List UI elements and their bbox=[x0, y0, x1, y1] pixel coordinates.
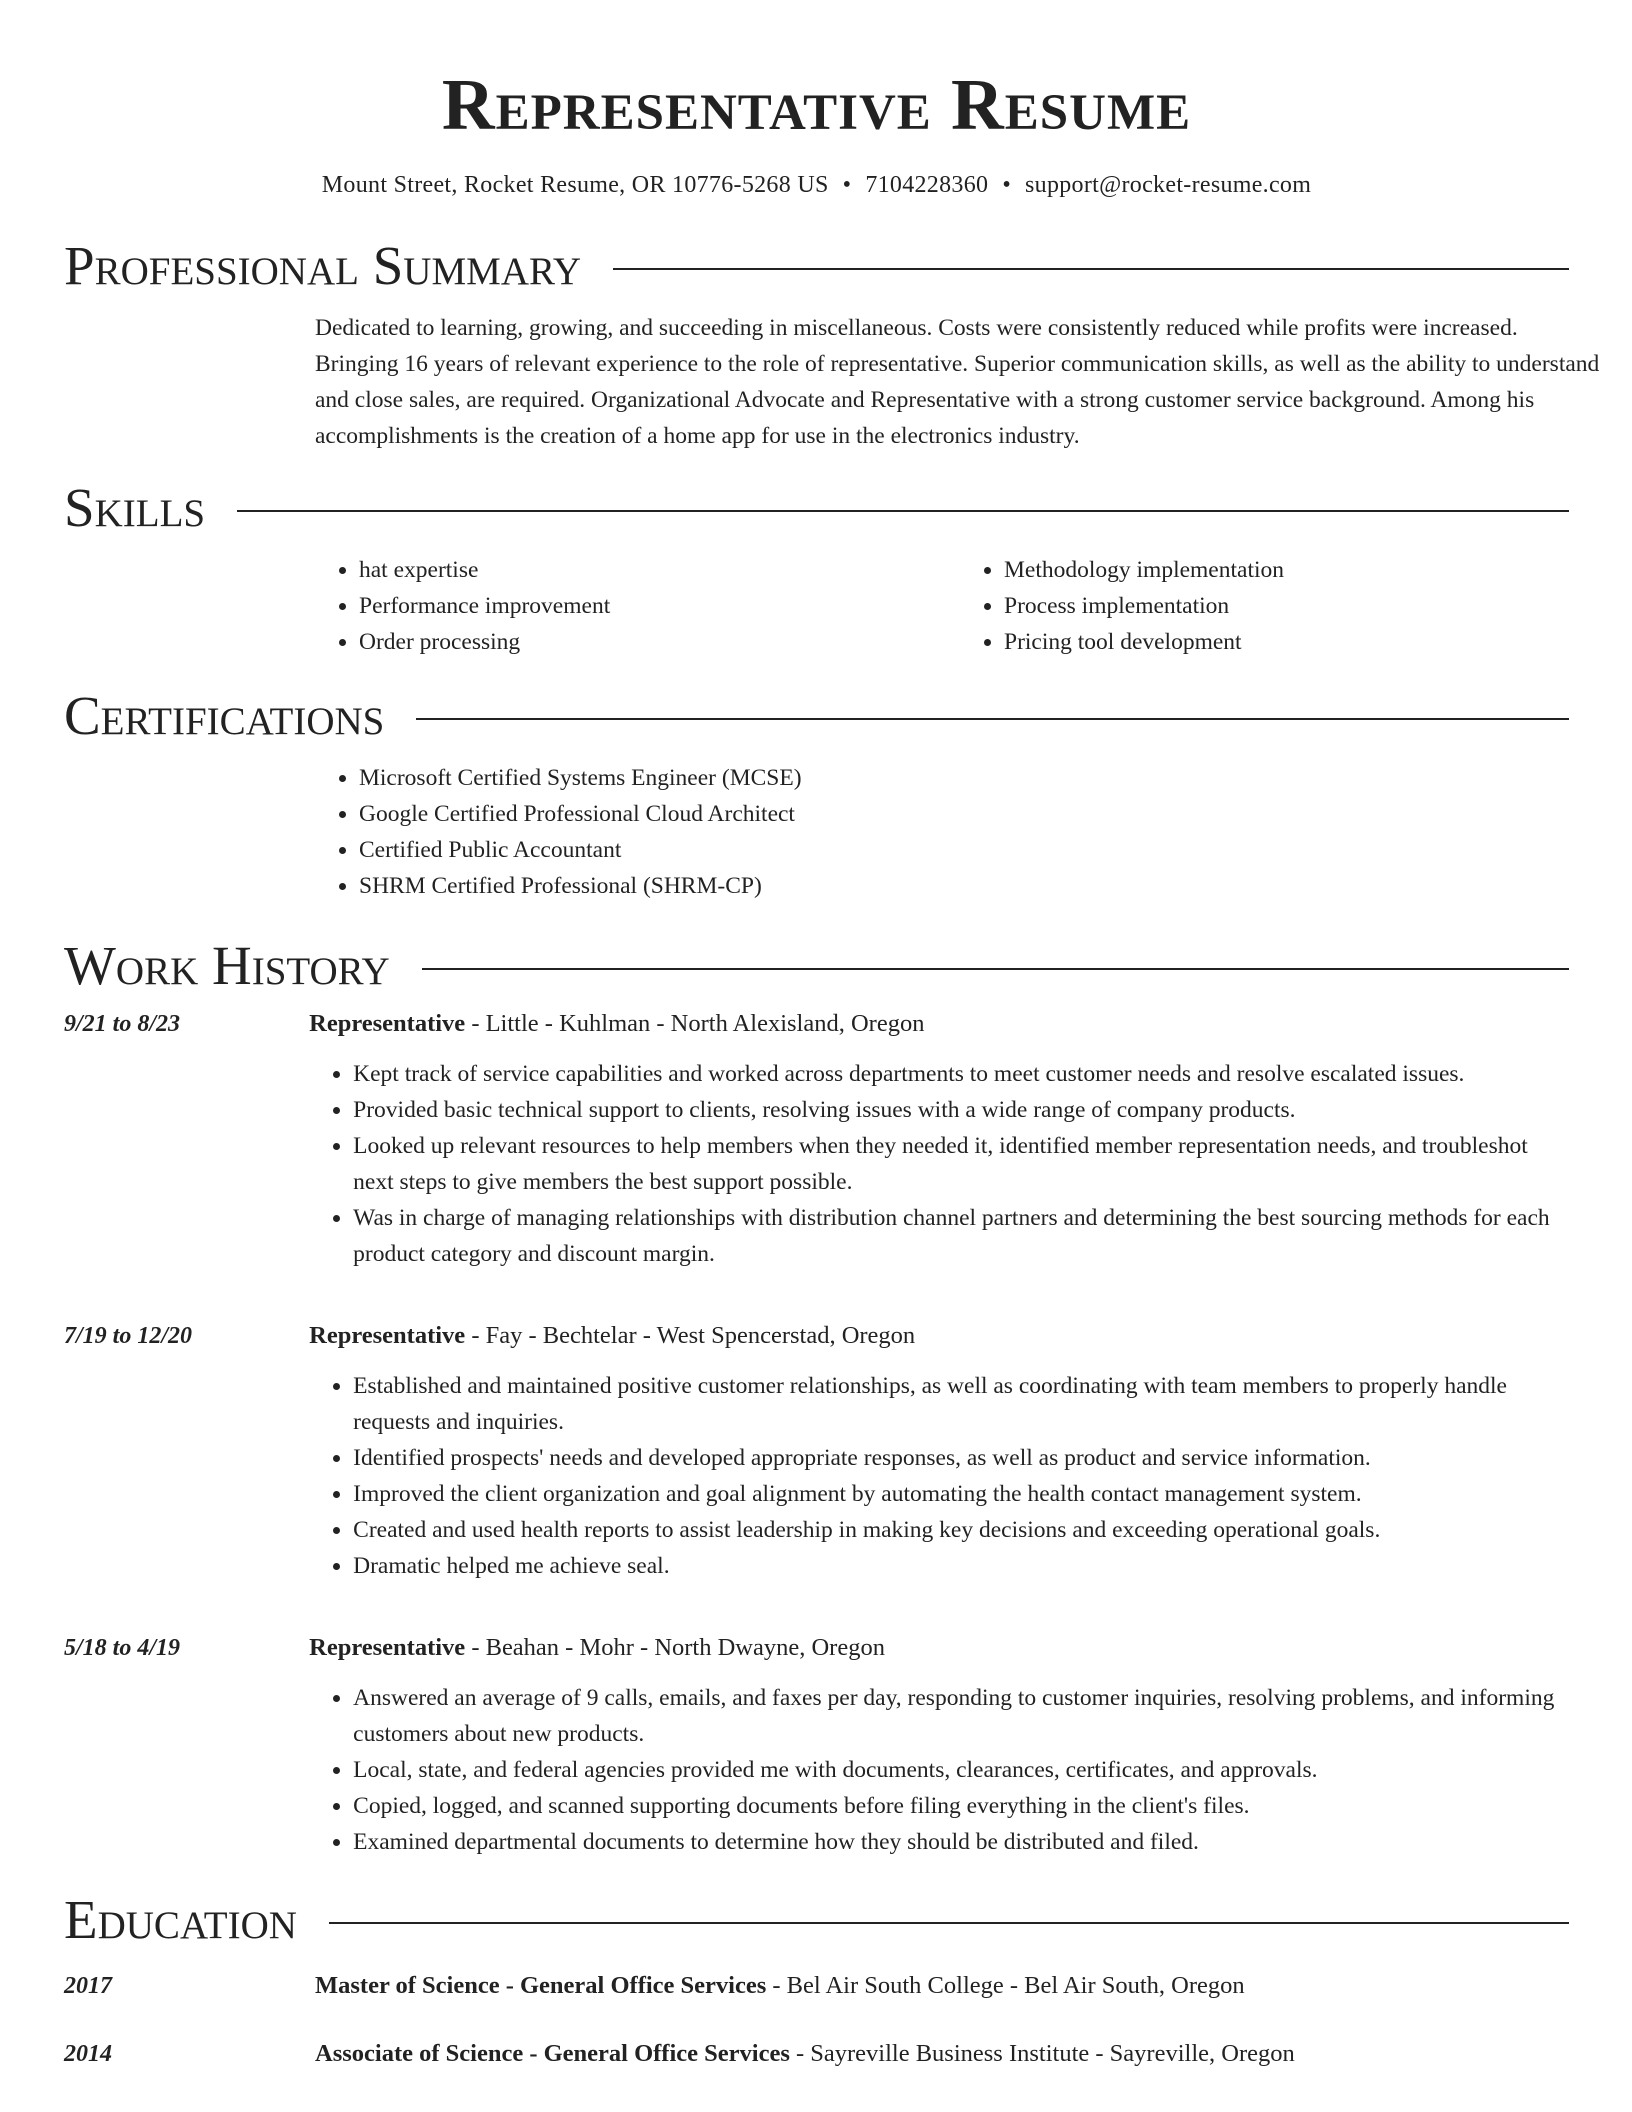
job-bullet: • Created and used health reports to assist leadership in making key decisions and exceeding operational goals. bbox=[353, 1512, 1569, 1548]
job-dates: 5/18 to 4/19 bbox=[64, 1635, 181, 1661]
certification-item: • Google Certified Professional Cloud Architect bbox=[359, 796, 1605, 832]
education-heading: Education bbox=[64, 1889, 297, 1950]
skills-section bbox=[64, 478, 1569, 660]
skills-list-right bbox=[960, 552, 1605, 660]
education-year: 2017 bbox=[64, 1973, 112, 1999]
education-degree: Associate of Science - General Office Services bbox=[315, 2040, 790, 2067]
work-history-section bbox=[64, 936, 1569, 1860]
contact-phone: 7104228360 bbox=[865, 172, 989, 198]
section-divider bbox=[416, 718, 1569, 720]
contact-line bbox=[64, 170, 1569, 200]
section-divider bbox=[329, 1922, 1569, 1924]
section-divider bbox=[613, 268, 1569, 270]
skill-item: • Pricing tool development bbox=[1004, 624, 1605, 660]
education-details: - Bel Air South College - Bel Air South, Oregon bbox=[766, 1972, 1245, 1999]
job-entry bbox=[64, 1006, 1569, 1272]
contact-email: support@rocket-resume.com bbox=[1025, 172, 1312, 198]
job-entry bbox=[64, 1630, 1569, 1860]
job-details: - Beahan - Mohr - North Dwayne, Oregon bbox=[465, 1634, 885, 1661]
resume-title: Representative Resume bbox=[441, 64, 1192, 145]
skills-list-left bbox=[315, 552, 960, 660]
skill-item: • Process implementation bbox=[1004, 588, 1605, 624]
skill-item: • Methodology implementation bbox=[1004, 552, 1605, 588]
job-role-line bbox=[309, 1006, 1569, 1042]
education-content bbox=[315, 1968, 1245, 2004]
job-entry bbox=[64, 1318, 1569, 1584]
job-bullet: • Looked up relevant resources to help members when they needed it, identified member representation needs, and troubleshot next steps to give members the best support possible. bbox=[353, 1128, 1569, 1200]
job-bullet: • Established and maintained positive customer relationships, as well as coordinating with team members to properly handle requests and inquiries. bbox=[353, 1368, 1569, 1440]
skill-item: • hat expertise bbox=[359, 552, 960, 588]
job-content bbox=[309, 1318, 1569, 1584]
job-title: Representative bbox=[309, 1010, 466, 1037]
job-bullets bbox=[309, 1056, 1569, 1272]
skills-heading-row bbox=[64, 478, 1569, 538]
job-dates: 7/19 to 12/20 bbox=[64, 1323, 193, 1349]
education-details: - Sayreville Business Institute - Sayreville, Oregon bbox=[789, 2040, 1295, 2067]
contact-separator: • bbox=[1002, 172, 1012, 198]
job-role-line bbox=[309, 1318, 1569, 1354]
section-divider bbox=[422, 968, 1569, 970]
certifications-heading: Certifications bbox=[64, 685, 385, 746]
summary-section bbox=[64, 235, 1600, 454]
summary-text: Dedicated to learning, growing, and succeeding in miscellaneous. Costs were consistently reduced while profits were increased. Bringing 16 years of relevant experience to the role of representative. Superior communication skills, as well as the ability to understand and close sales, are required. Organizational Advocate and Representative with a strong customer service background. Among his accomplishments is the creation of a home app for use in the electronics industry. bbox=[315, 315, 1600, 449]
skills-grid bbox=[315, 552, 1605, 660]
resume-page bbox=[64, 0, 1600, 2072]
skill-item: • Order processing bbox=[359, 624, 960, 660]
certifications-heading-row bbox=[64, 686, 1569, 746]
education-content bbox=[315, 2036, 1295, 2072]
job-bullet: • Improved the client organization and goal alignment by automating the health contact management system. bbox=[353, 1476, 1569, 1512]
job-content bbox=[309, 1006, 1569, 1272]
job-bullet: • Examined departmental documents to determine how they should be distributed and filed. bbox=[353, 1824, 1569, 1860]
job-details: - Little - Kuhlman - North Alexisland, Oregon bbox=[465, 1010, 925, 1037]
education-year: 2014 bbox=[64, 2041, 112, 2067]
job-content bbox=[309, 1630, 1569, 1860]
job-bullet: • Local, state, and federal agencies provided me with documents, clearances, certificates, and approvals. bbox=[353, 1752, 1569, 1788]
education-section bbox=[64, 1890, 1569, 2072]
skill-item: • Performance improvement bbox=[359, 588, 960, 624]
job-bullets bbox=[309, 1368, 1569, 1584]
education-heading-row bbox=[64, 1890, 1569, 1950]
certifications-list bbox=[315, 760, 1605, 904]
education-degree: Master of Science - General Office Services bbox=[315, 1972, 767, 1999]
summary-heading: Professional Summary bbox=[64, 235, 582, 296]
certification-item: • Microsoft Certified Systems Engineer (MCSE) bbox=[359, 760, 1605, 796]
job-bullets bbox=[309, 1680, 1569, 1860]
job-title: Representative bbox=[309, 1322, 466, 1349]
certification-item: • Certified Public Accountant bbox=[359, 832, 1605, 868]
job-dates: 9/21 to 8/23 bbox=[64, 1011, 181, 1037]
certifications-section bbox=[64, 686, 1569, 904]
job-bullet: • Copied, logged, and scanned supporting documents before filing everything in the client's files. bbox=[353, 1788, 1569, 1824]
job-details: - Fay - Bechtelar - West Spencerstad, Oregon bbox=[465, 1322, 916, 1349]
work-history-heading: Work History bbox=[64, 935, 390, 996]
job-bullet: • Dramatic helped me achieve seal. bbox=[353, 1548, 1569, 1584]
job-bullet: • Was in charge of managing relationships with distribution channel partners and determining the best sourcing methods for each product category and discount margin. bbox=[353, 1200, 1569, 1272]
job-bullet: • Answered an average of 9 calls, emails, and faxes per day, responding to customer inquiries, resolving problems, and informing customers about new products. bbox=[353, 1680, 1569, 1752]
contact-address: Mount Street, Rocket Resume, OR 10776-5268 US bbox=[321, 172, 829, 198]
education-entry bbox=[64, 2036, 1569, 2072]
job-bullet: • Identified prospects' needs and developed appropriate responses, as well as product and service information. bbox=[353, 1440, 1569, 1476]
education-entry bbox=[64, 1968, 1569, 2004]
job-role-line bbox=[309, 1630, 1569, 1666]
section-divider bbox=[237, 510, 1569, 512]
contact-separator: • bbox=[842, 172, 852, 198]
job-bullet: • Kept track of service capabilities and worked across departments to meet customer needs and resolve escalated issues. bbox=[353, 1056, 1569, 1092]
work-history-heading-row bbox=[64, 936, 1569, 996]
certification-item: • SHRM Certified Professional (SHRM-CP) bbox=[359, 868, 1605, 904]
skills-heading: Skills bbox=[64, 477, 206, 538]
job-title: Representative bbox=[309, 1634, 466, 1661]
summary-heading-row bbox=[64, 236, 1569, 296]
job-bullet: • Provided basic technical support to clients, resolving issues with a wide range of company products. bbox=[353, 1092, 1569, 1128]
